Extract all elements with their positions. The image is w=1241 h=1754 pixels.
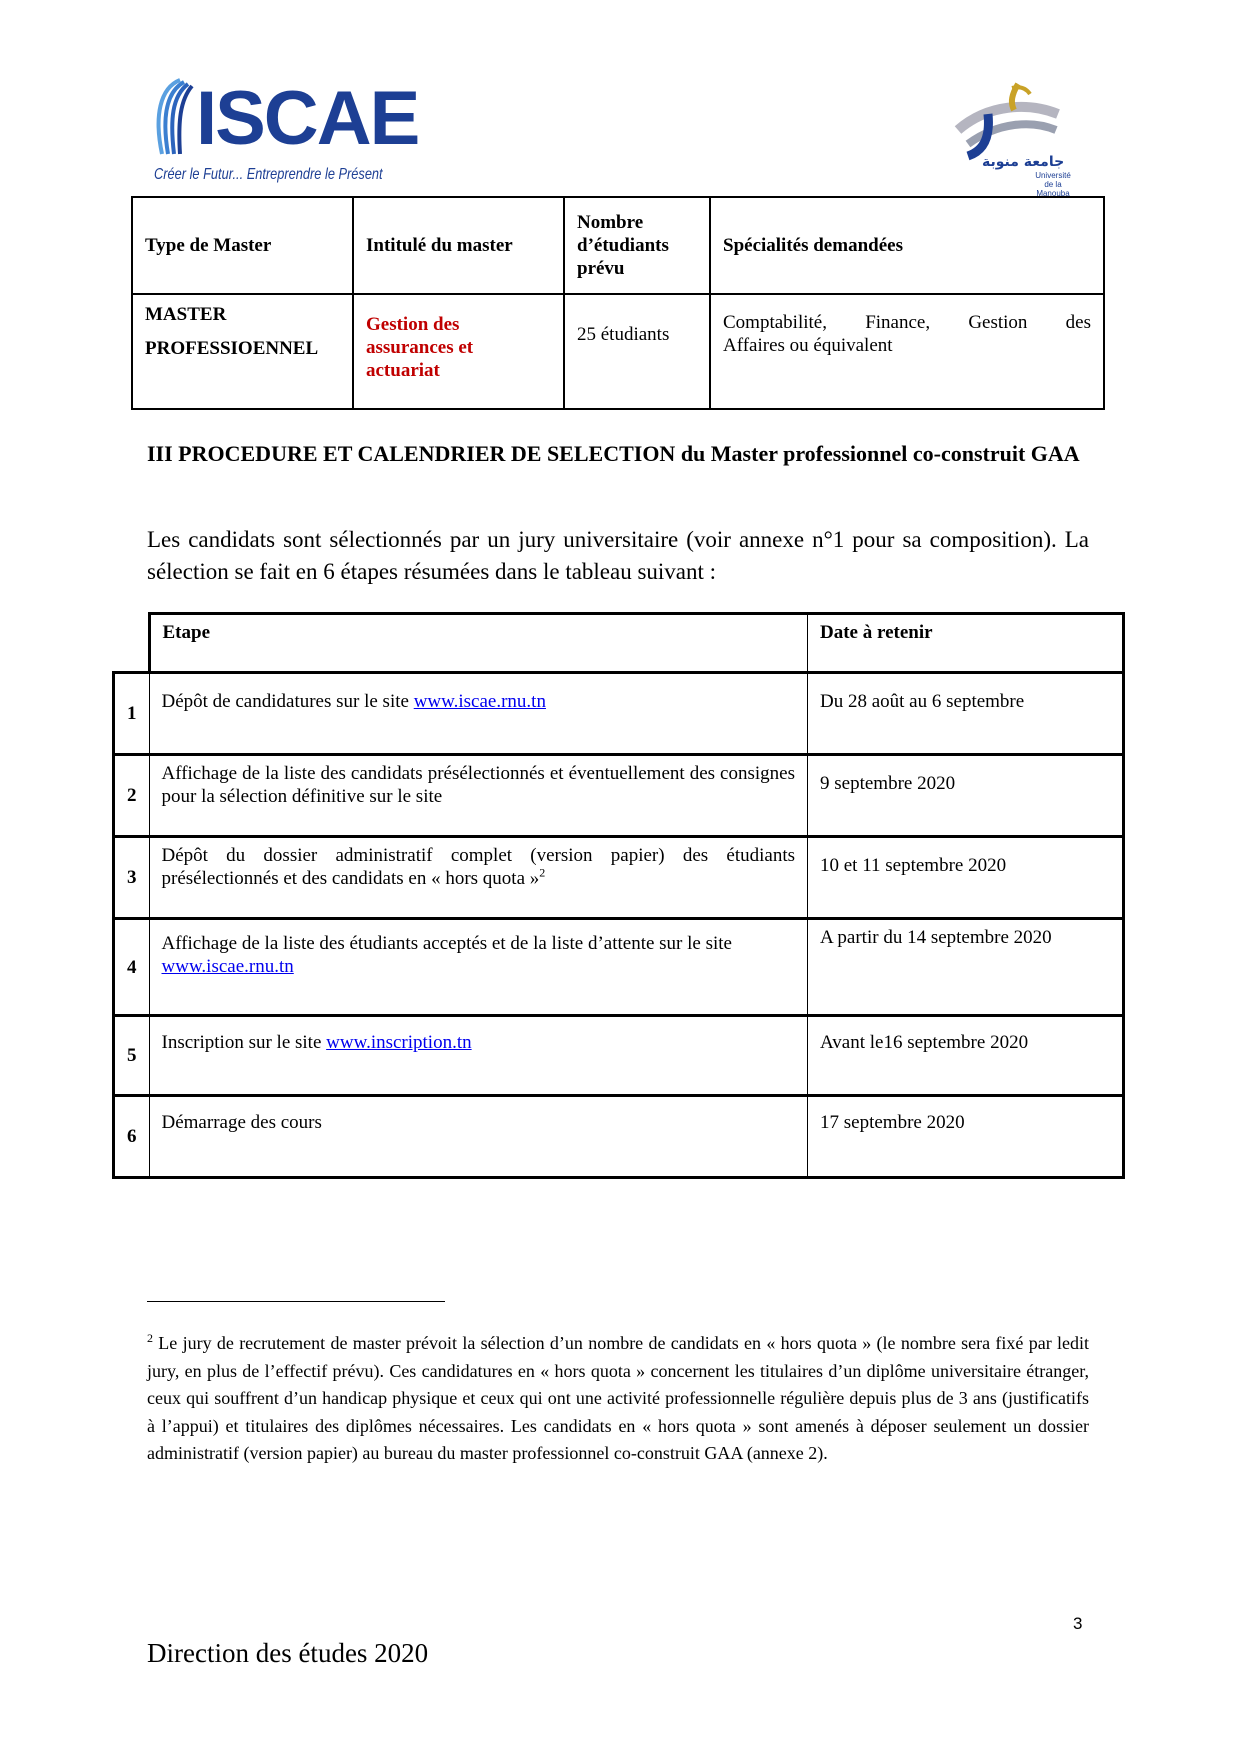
iscae-tagline: Créer le Futur... Entreprendre le Présent	[154, 166, 383, 183]
step-date: 9 septembre 2020	[808, 755, 1124, 837]
step-date: 17 septembre 2020	[808, 1096, 1124, 1178]
inscription-site-link[interactable]: www.inscription.tn	[326, 1032, 472, 1053]
header-cell: Spécialités demandées	[710, 197, 1104, 294]
step-text: Affichage de la liste des candidats présélectionnés et éventuellement des consignes pour la sélection définitive sur le site	[149, 755, 808, 837]
step-header: Etape	[149, 614, 808, 673]
master-title-cell: Gestion des assurances et actuariat	[353, 294, 564, 409]
master-table-header	[132, 197, 1104, 294]
iscae-site-link[interactable]: www.iscae.rnu.tn	[413, 691, 546, 712]
footnote-marker: 2	[147, 1331, 153, 1345]
step-date: A partir du 14 septembre 2020	[808, 919, 1124, 1016]
footnote-separator	[147, 1301, 445, 1302]
intro-paragraph: Les candidats sont sélectionnés par un jury universitaire (voir annexe n°1 pour sa composition). La sélection se fait en 6 étapes résumées dans le tableau suivant :	[147, 527, 1089, 584]
master-specialties-cell: Comptabilité, Finance, Gestion des Affaires ou équivalent	[710, 294, 1104, 409]
header-cell: Intitulé du master	[353, 197, 564, 294]
step-text: Inscription sur le site www.inscription.tn	[149, 1016, 808, 1096]
table-row	[114, 1096, 1124, 1178]
section-title: III PROCEDURE ET CALENDRIER DE SELECTION du Master professionnel co-construit GAA	[147, 441, 1080, 466]
page-footer: Direction des études 2020	[147, 1638, 429, 1668]
table-row	[114, 755, 1124, 837]
manouba-french-name: Université de la Manouba	[1035, 171, 1071, 198]
iscae-wordmark: ISCAE	[196, 76, 419, 161]
step-number: 4	[114, 919, 150, 1016]
step-number: 3	[114, 837, 150, 919]
step-date: Du 28 août au 6 septembre	[808, 673, 1124, 755]
step-text: Démarrage des cours	[149, 1096, 808, 1178]
step-number: 5	[114, 1016, 150, 1096]
step-date: 10 et 11 septembre 2020	[808, 837, 1124, 919]
manouba-logo	[928, 74, 1078, 198]
step-number: 6	[114, 1096, 150, 1178]
footnote-text: Le jury de recrutement de master prévoit la sélection d’un nombre de candidats en « hors quota » (le nombre sera fixé par ledit jury, en plus de l’effectif prévu). Ces candidatures en « hors quota » concernent les titulaires d’un diplôme universitaire étranger, ceux qui souffrent d’un handicap physique et ceux qui ont une activité professionnelle régulière depuis plus de 3 ans (justificatifs à l’appui) et titulaires des diplômes nécessaires. Les candidats en « hors quota » sont amenés à déposer seulement un dossier administratif (version papier) au bureau du master professionnel co-construit GAA (annexe 2).	[147, 1333, 1089, 1463]
table-row	[114, 837, 1124, 919]
step-date: Avant le16 septembre 2020	[808, 1016, 1124, 1096]
table-row	[114, 1016, 1124, 1096]
table-row	[114, 919, 1124, 1016]
step-number: 1	[114, 673, 150, 755]
footnote	[147, 1330, 1089, 1468]
master-table-row	[132, 294, 1104, 409]
header-cell: Nombre d’étudiants prévu	[564, 197, 710, 294]
iscae-globe-icon	[150, 76, 198, 158]
step-text: Affichage de la liste des étudiants acceptés et de la liste d’attente sur le site www.iscae.rnu.tn	[149, 919, 808, 1016]
step-number: 2	[114, 755, 150, 837]
manouba-arabic-name: جامعة منوبة	[982, 154, 1065, 170]
steps-table-header	[114, 614, 1124, 673]
header-cell: Type de Master	[132, 197, 353, 294]
footnote-ref: 2	[539, 865, 546, 880]
step-text: Dépôt du dossier administratif complet (version papier) des étudiants présélectionnés et des candidats en « hors quota »$^2$	[149, 837, 808, 919]
master-type-cell: MASTER PROFESSIOENNEL	[132, 294, 353, 409]
master-count-cell: 25 étudiants	[564, 294, 710, 409]
header-blank-cell	[114, 614, 150, 673]
master-table	[131, 196, 1105, 410]
steps-table	[112, 612, 1125, 1179]
page-number: 3	[1073, 1614, 1083, 1633]
iscae-site-link[interactable]: www.iscae.rnu.tn	[161, 956, 294, 977]
table-row	[114, 673, 1124, 755]
step-text: Dépôt de candidatures sur le site www.iscae.rnu.tn	[149, 673, 808, 755]
date-header: Date à retenir	[808, 614, 1124, 673]
iscae-logo	[150, 74, 419, 194]
